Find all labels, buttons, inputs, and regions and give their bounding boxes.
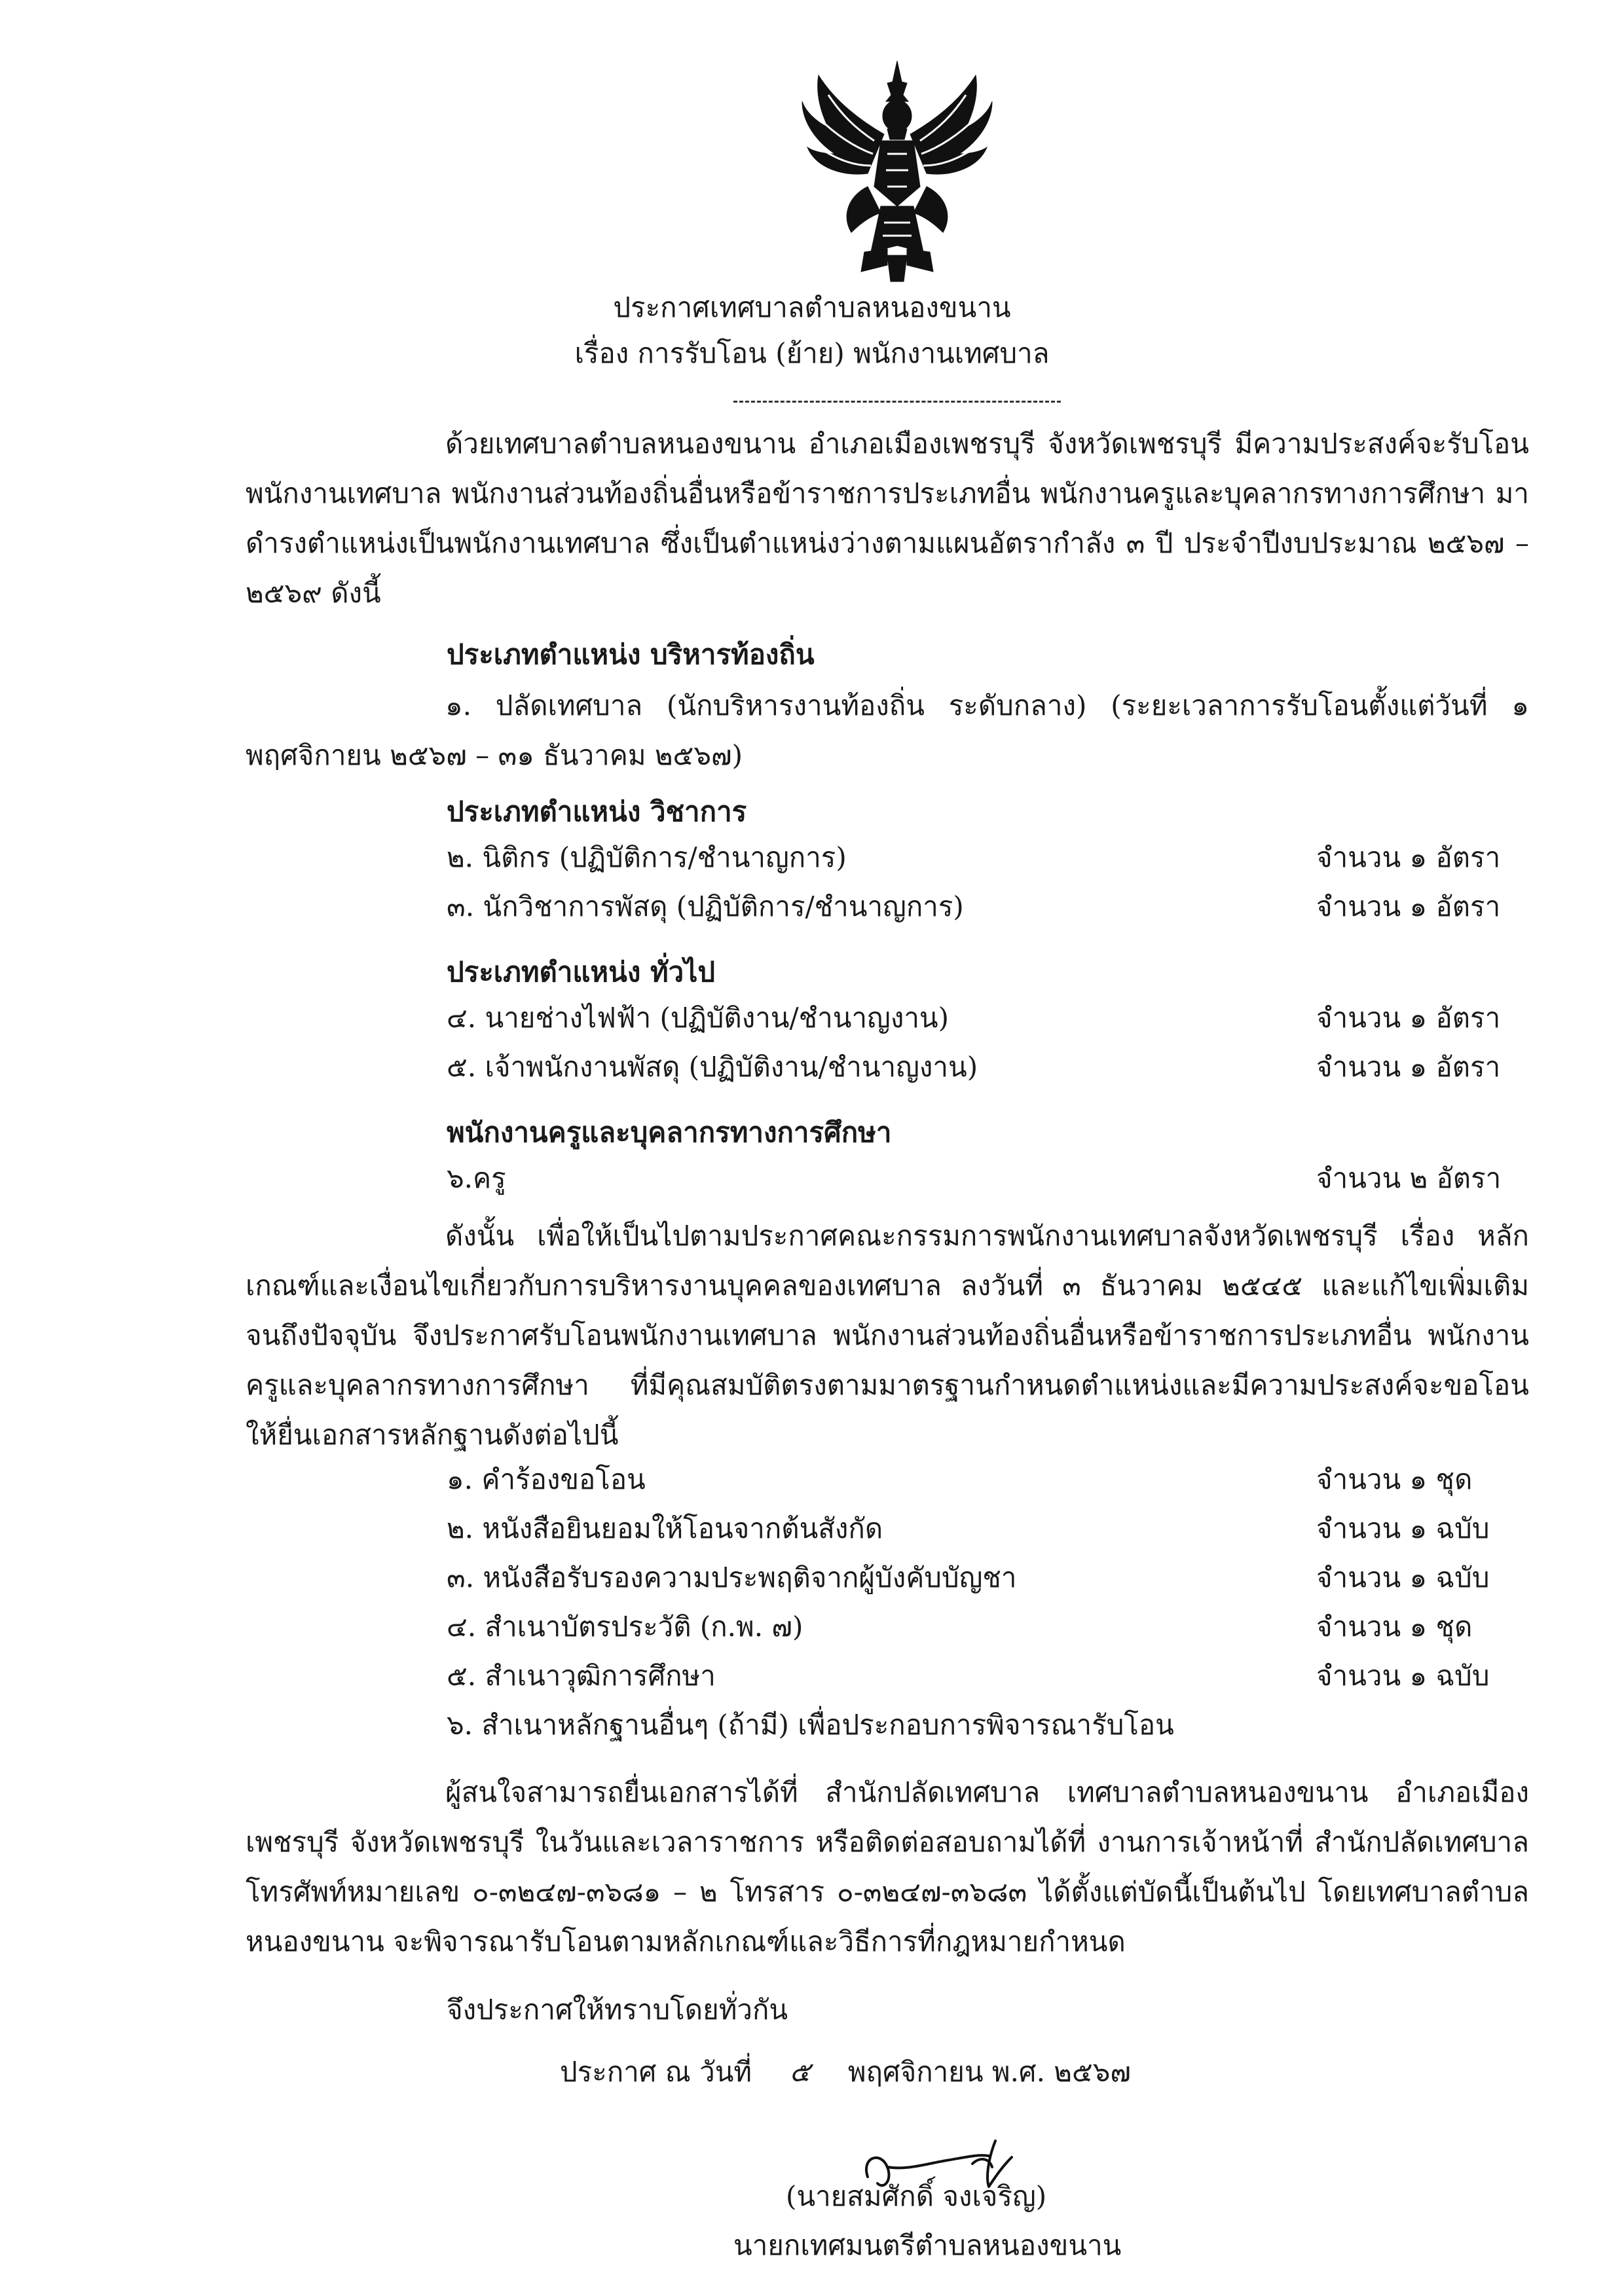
document-item: ๑. คำร้องขอโอน (447, 1463, 646, 1495)
admin-item-paragraph (246, 681, 1529, 780)
signer-name: (นายสมศักดิ์ จงเจริญ) (786, 2180, 1047, 2212)
document-item: ๓. หนังสือรับรองความประพฤติจากผู้บังคับบัญชา (447, 1561, 1017, 1594)
position-item: ๔. นายช่างไฟฟ้า (ปฏิบัติงาน/ชำนาญงาน) (447, 1002, 950, 1034)
admin-item: ๑. ปลัดเทศบาล (นักบริหารงานท้องถิ่น ระดับกลาง) (ระยะเวลาการรับโอนตั้งแต่วันที่ ๑ พฤศจิกายน ๒๕๖๗ – ๓๑ ธันวาคม ๒๕๖๗) (246, 689, 1529, 771)
contact-paragraph (246, 1768, 1529, 1967)
announce-day: ๕ (789, 2056, 811, 2088)
heading-teacher: พนักงานครูและบุคลากรทางการศึกษา (447, 1116, 892, 1148)
criteria-paragraph (246, 1211, 1529, 1460)
intro-paragraph (246, 419, 1529, 618)
position-count: จำนวน ๑ อัตรา (1316, 1002, 1501, 1034)
position-count: จำนวน ๑ อัตรา (1316, 890, 1501, 922)
heading-admin: ประเภทตำแหน่ง บริหารท้องถิ่น (447, 638, 815, 670)
document-item: ๒. หนังสือยินยอมให้โอนจากต้นสังกัด (447, 1512, 883, 1544)
heading-academic: ประเภทตำแหน่ง วิชาการ (447, 795, 747, 828)
contact-text: ผู้สนใจสามารถยื่นเอกสารได้ที่ สำนักปลัดเทศบาล เทศบาลตำบลหนองขนาน อำเภอเมืองเพชรบุรี จังหวัดเพชรบุรี ในวันและเวลาราชการ หรือติดต่อสอบถามได้ที่ งานการเจ้าหน้าที่ สำนักปลัดเทศบาล โทรศัพท์หมายเลข ๐-๓๒๔๗-๓๖๘๑ – ๒ โทรสาร ๐-๓๒๔๗-๓๖๘๓ ได้ตั้งแต่บัดนี้เป็นต้นไป โดยเทศบาลตำบลหนองขนาน จะพิจารณารับโอนตามหลักเกณฑ์และวิธีการที่กฎหมายกำหนด (246, 1776, 1529, 1958)
position-count: จำนวน ๑ อัตรา (1316, 1051, 1501, 1083)
position-count: จำนวน ๒ อัตรา (1316, 1162, 1502, 1194)
document-count: จำนวน ๑ ชุด (1316, 1611, 1473, 1643)
announce-prefix: ประกาศ ณ วันที่ (560, 2056, 752, 2088)
document-item: ๔. สำเนาบัตรประวัติ (ก.พ. ๗) (447, 1611, 803, 1643)
document-item: ๕. สำเนาวุฒิการศึกษา (447, 1660, 716, 1692)
signer-position: นายกเทศมนตรีตำบลหนองขนาน (733, 2229, 1122, 2261)
document-count: จำนวน ๑ ฉบับ (1316, 1512, 1490, 1544)
announcement-title: ประกาศเทศบาลตำบลหนองขนาน (613, 291, 1011, 323)
document-item: ๖. สำเนาหลักฐานอื่นๆ (ถ้ามี) เพื่อประกอบการพิจารณารับโอน (447, 1709, 1174, 1741)
garuda-emblem-icon (789, 56, 1005, 285)
document-count: จำนวน ๑ ฉบับ (1316, 1660, 1490, 1692)
intro-text: ด้วยเทศบาลตำบลหนองขนาน อำเภอเมืองเพชรบุรี จังหวัดเพชรบุรี มีความประสงค์จะรับโอนพนักงานเทศบาล พนักงานส่วนท้องถิ่นอื่นหรือข้าราชการประเภทอื่น พนักงานครูและบุคลากรทางการศึกษา มาดำรงตำแหน่งเป็นพนักงานเทศบาล ซึ่งเป็นตำแหน่งว่างตามแผนอัตรากำลัง ๓ ปี ประจำปีงบประมาณ ๒๕๖๗ – ๒๕๖๙ ดังนี้ (246, 428, 1529, 609)
closing-line: จึงประกาศให้ทราบโดยทั่วกัน (447, 1994, 788, 2026)
announce-month-year: พฤศจิกายน พ.ศ. ๒๕๖๗ (847, 2056, 1132, 2088)
position-item: ๕. เจ้าพนักงานพัสดุ (ปฏิบัติงาน/ชำนาญงาน) (447, 1051, 978, 1083)
heading-general: ประเภทตำแหน่ง ทั่วไป (447, 956, 716, 988)
position-item: ๒. นิติกร (ปฏิบัติการ/ชำนาญการ) (447, 841, 847, 873)
title-divider (733, 401, 1061, 403)
document-count: จำนวน ๑ ชุด (1316, 1463, 1473, 1495)
position-item: ๖.ครู (447, 1162, 506, 1194)
document-count: จำนวน ๑ ฉบับ (1316, 1561, 1490, 1594)
position-item: ๓. นักวิชาการพัสดุ (ปฏิบัติการ/ชำนาญการ) (447, 890, 964, 922)
announcement-subject: เรื่อง การรับโอน (ย้าย) พนักงานเทศบาล (574, 337, 1050, 369)
position-count: จำนวน ๑ อัตรา (1316, 841, 1501, 873)
announce-date-line (560, 2052, 1131, 2092)
criteria-text: ดังนั้น เพื่อให้เป็นไปตามประกาศคณะกรรมการพนักงานเทศบาลจังหวัดเพชรบุรี เรื่อง หลักเกณฑ์และเงื่อนไขเกี่ยวกับการบริหารงานบุคคลของเทศบาล ลงวันที่ ๓ ธันวาคม ๒๕๔๕ และแก้ไขเพิ่มเติมจนถึงปัจจุบัน จึงประกาศรับโอนพนักงานเทศบาล พนักงานส่วนท้องถิ่นอื่นหรือข้าราชการประเภทอื่น พนักงานครูและบุคลากรทางการศึกษา ที่มีคุณสมบัติตรงตามมาตรฐานกำหนดตำแหน่งและมีความประสงค์จะขอโอน ให้ยื่นเอกสารหลักฐานดังต่อไปนี้ (246, 1220, 1529, 1451)
